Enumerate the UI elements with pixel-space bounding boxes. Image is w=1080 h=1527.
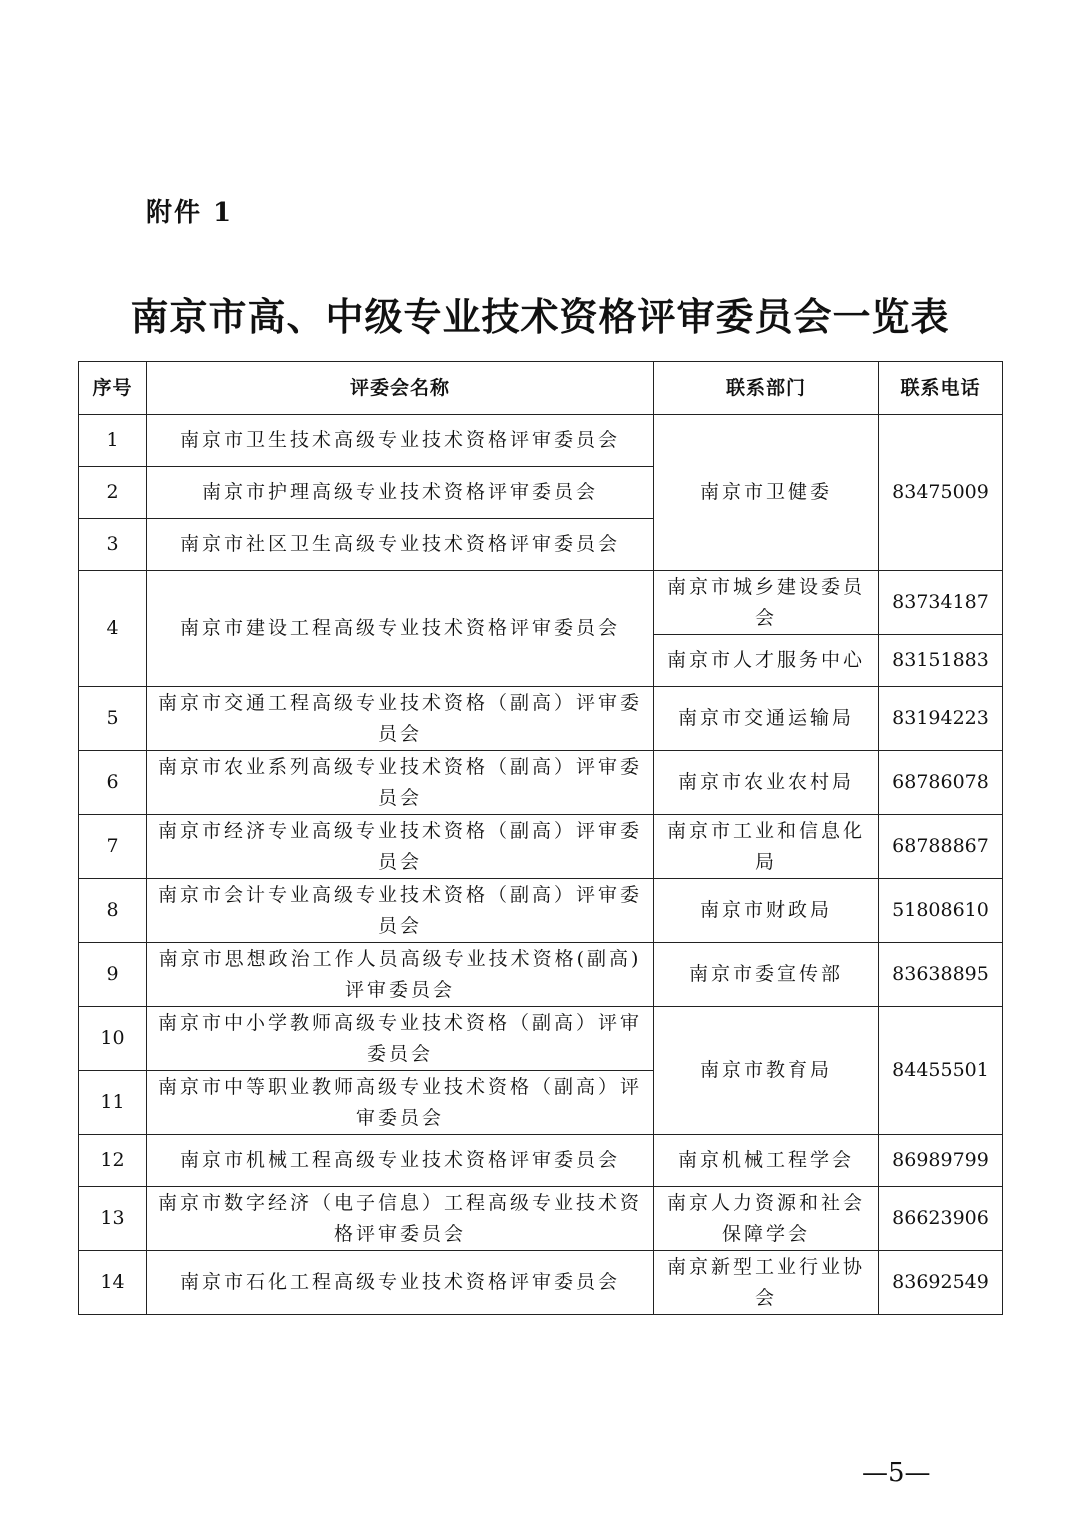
row-phone: 83638895: [879, 943, 1003, 1007]
row-phone: 84455501: [879, 1007, 1003, 1135]
row-dept: 南京市卫健委: [654, 415, 879, 571]
table-row: [79, 415, 1003, 467]
row-phone: 86623906: [879, 1187, 1003, 1251]
row-phone: 83475009: [879, 415, 1003, 571]
row-seq: 9: [79, 943, 147, 1007]
row-dept: 南京市交通运输局: [654, 687, 879, 751]
row-phone: 83692549: [879, 1251, 1003, 1315]
row-dept: 南京市城乡建设委员会: [654, 571, 879, 635]
header-phone: 联系电话: [879, 362, 1003, 415]
row-name: 南京市经济专业高级专业技术资格（副高）评审委员会: [147, 815, 654, 879]
row-seq: 1: [79, 415, 147, 467]
row-seq: 6: [79, 751, 147, 815]
row-dept: 南京人力资源和社会保障学会: [654, 1187, 879, 1251]
row-phone: 68786078: [879, 751, 1003, 815]
row-name: 南京市思想政治工作人员高级专业技术资格(副高)评审委员会: [147, 943, 654, 1007]
row-dept: 南京市财政局: [654, 879, 879, 943]
row-phone: 83734187: [879, 571, 1003, 635]
row-dept: 南京机械工程学会: [654, 1135, 879, 1187]
row-name: 南京市中小学教师高级专业技术资格（副高）评审委员会: [147, 1007, 654, 1071]
row-name: 南京市数字经济（电子信息）工程高级专业技术资格评审委员会: [147, 1187, 654, 1251]
row-dept: 南京市工业和信息化局: [654, 815, 879, 879]
committee-table: [78, 361, 1003, 1315]
table-row: [79, 815, 1003, 879]
row-seq: 10: [79, 1007, 147, 1071]
page-number: —5—: [862, 1458, 931, 1488]
table-row: [79, 879, 1003, 943]
row-dept: 南京市教育局: [654, 1007, 879, 1135]
row-name: 南京市社区卫生高级专业技术资格评审委员会: [147, 519, 654, 571]
row-name: 南京市护理高级专业技术资格评审委员会: [147, 467, 654, 519]
table-row: [79, 751, 1003, 815]
row-seq: 12: [79, 1135, 147, 1187]
table-row: [79, 1135, 1003, 1187]
row-seq: 11: [79, 1071, 147, 1135]
row-dept: 南京新型工业行业协会: [654, 1251, 879, 1315]
header-dept: 联系部门: [654, 362, 879, 415]
row-phone: 51808610: [879, 879, 1003, 943]
table-row: [79, 1251, 1003, 1315]
table-row: [79, 687, 1003, 751]
row-seq: 5: [79, 687, 147, 751]
row-seq: 3: [79, 519, 147, 571]
row-name: 南京市卫生技术高级专业技术资格评审委员会: [147, 415, 654, 467]
row-phone: 68788867: [879, 815, 1003, 879]
row-phone: 83151883: [879, 635, 1003, 687]
row-name: 南京市农业系列高级专业技术资格（副高）评审委员会: [147, 751, 654, 815]
row-name: 南京市交通工程高级专业技术资格（副高）评审委员会: [147, 687, 654, 751]
row-phone: 83194223: [879, 687, 1003, 751]
table-row: [79, 1187, 1003, 1251]
row-seq: 4: [79, 571, 147, 687]
row-name: 南京市中等职业教师高级专业技术资格（副高）评审委员会: [147, 1071, 654, 1135]
row-seq: 8: [79, 879, 147, 943]
header-name: 评委会名称: [147, 362, 654, 415]
row-dept: 南京市农业农村局: [654, 751, 879, 815]
row-name: 南京市会计专业高级专业技术资格（副高）评审委员会: [147, 879, 654, 943]
table-row: [79, 571, 1003, 635]
header-seq: 序号: [79, 362, 147, 415]
row-name: 南京市石化工程高级专业技术资格评审委员会: [147, 1251, 654, 1315]
row-seq: 2: [79, 467, 147, 519]
row-seq: 13: [79, 1187, 147, 1251]
document-title: 南京市高、中级专业技术资格评审委员会一览表: [130, 295, 950, 339]
attachment-label: 附件 1: [146, 198, 234, 228]
table-row: [79, 943, 1003, 1007]
row-name: 南京市建设工程高级专业技术资格评审委员会: [147, 571, 654, 687]
table-row: [79, 1007, 1003, 1071]
row-seq: 14: [79, 1251, 147, 1315]
table-header-row: [79, 362, 1003, 415]
row-dept: 南京市委宣传部: [654, 943, 879, 1007]
row-phone: 86989799: [879, 1135, 1003, 1187]
row-dept: 南京市人才服务中心: [654, 635, 879, 687]
row-seq: 7: [79, 815, 147, 879]
row-name: 南京市机械工程高级专业技术资格评审委员会: [147, 1135, 654, 1187]
